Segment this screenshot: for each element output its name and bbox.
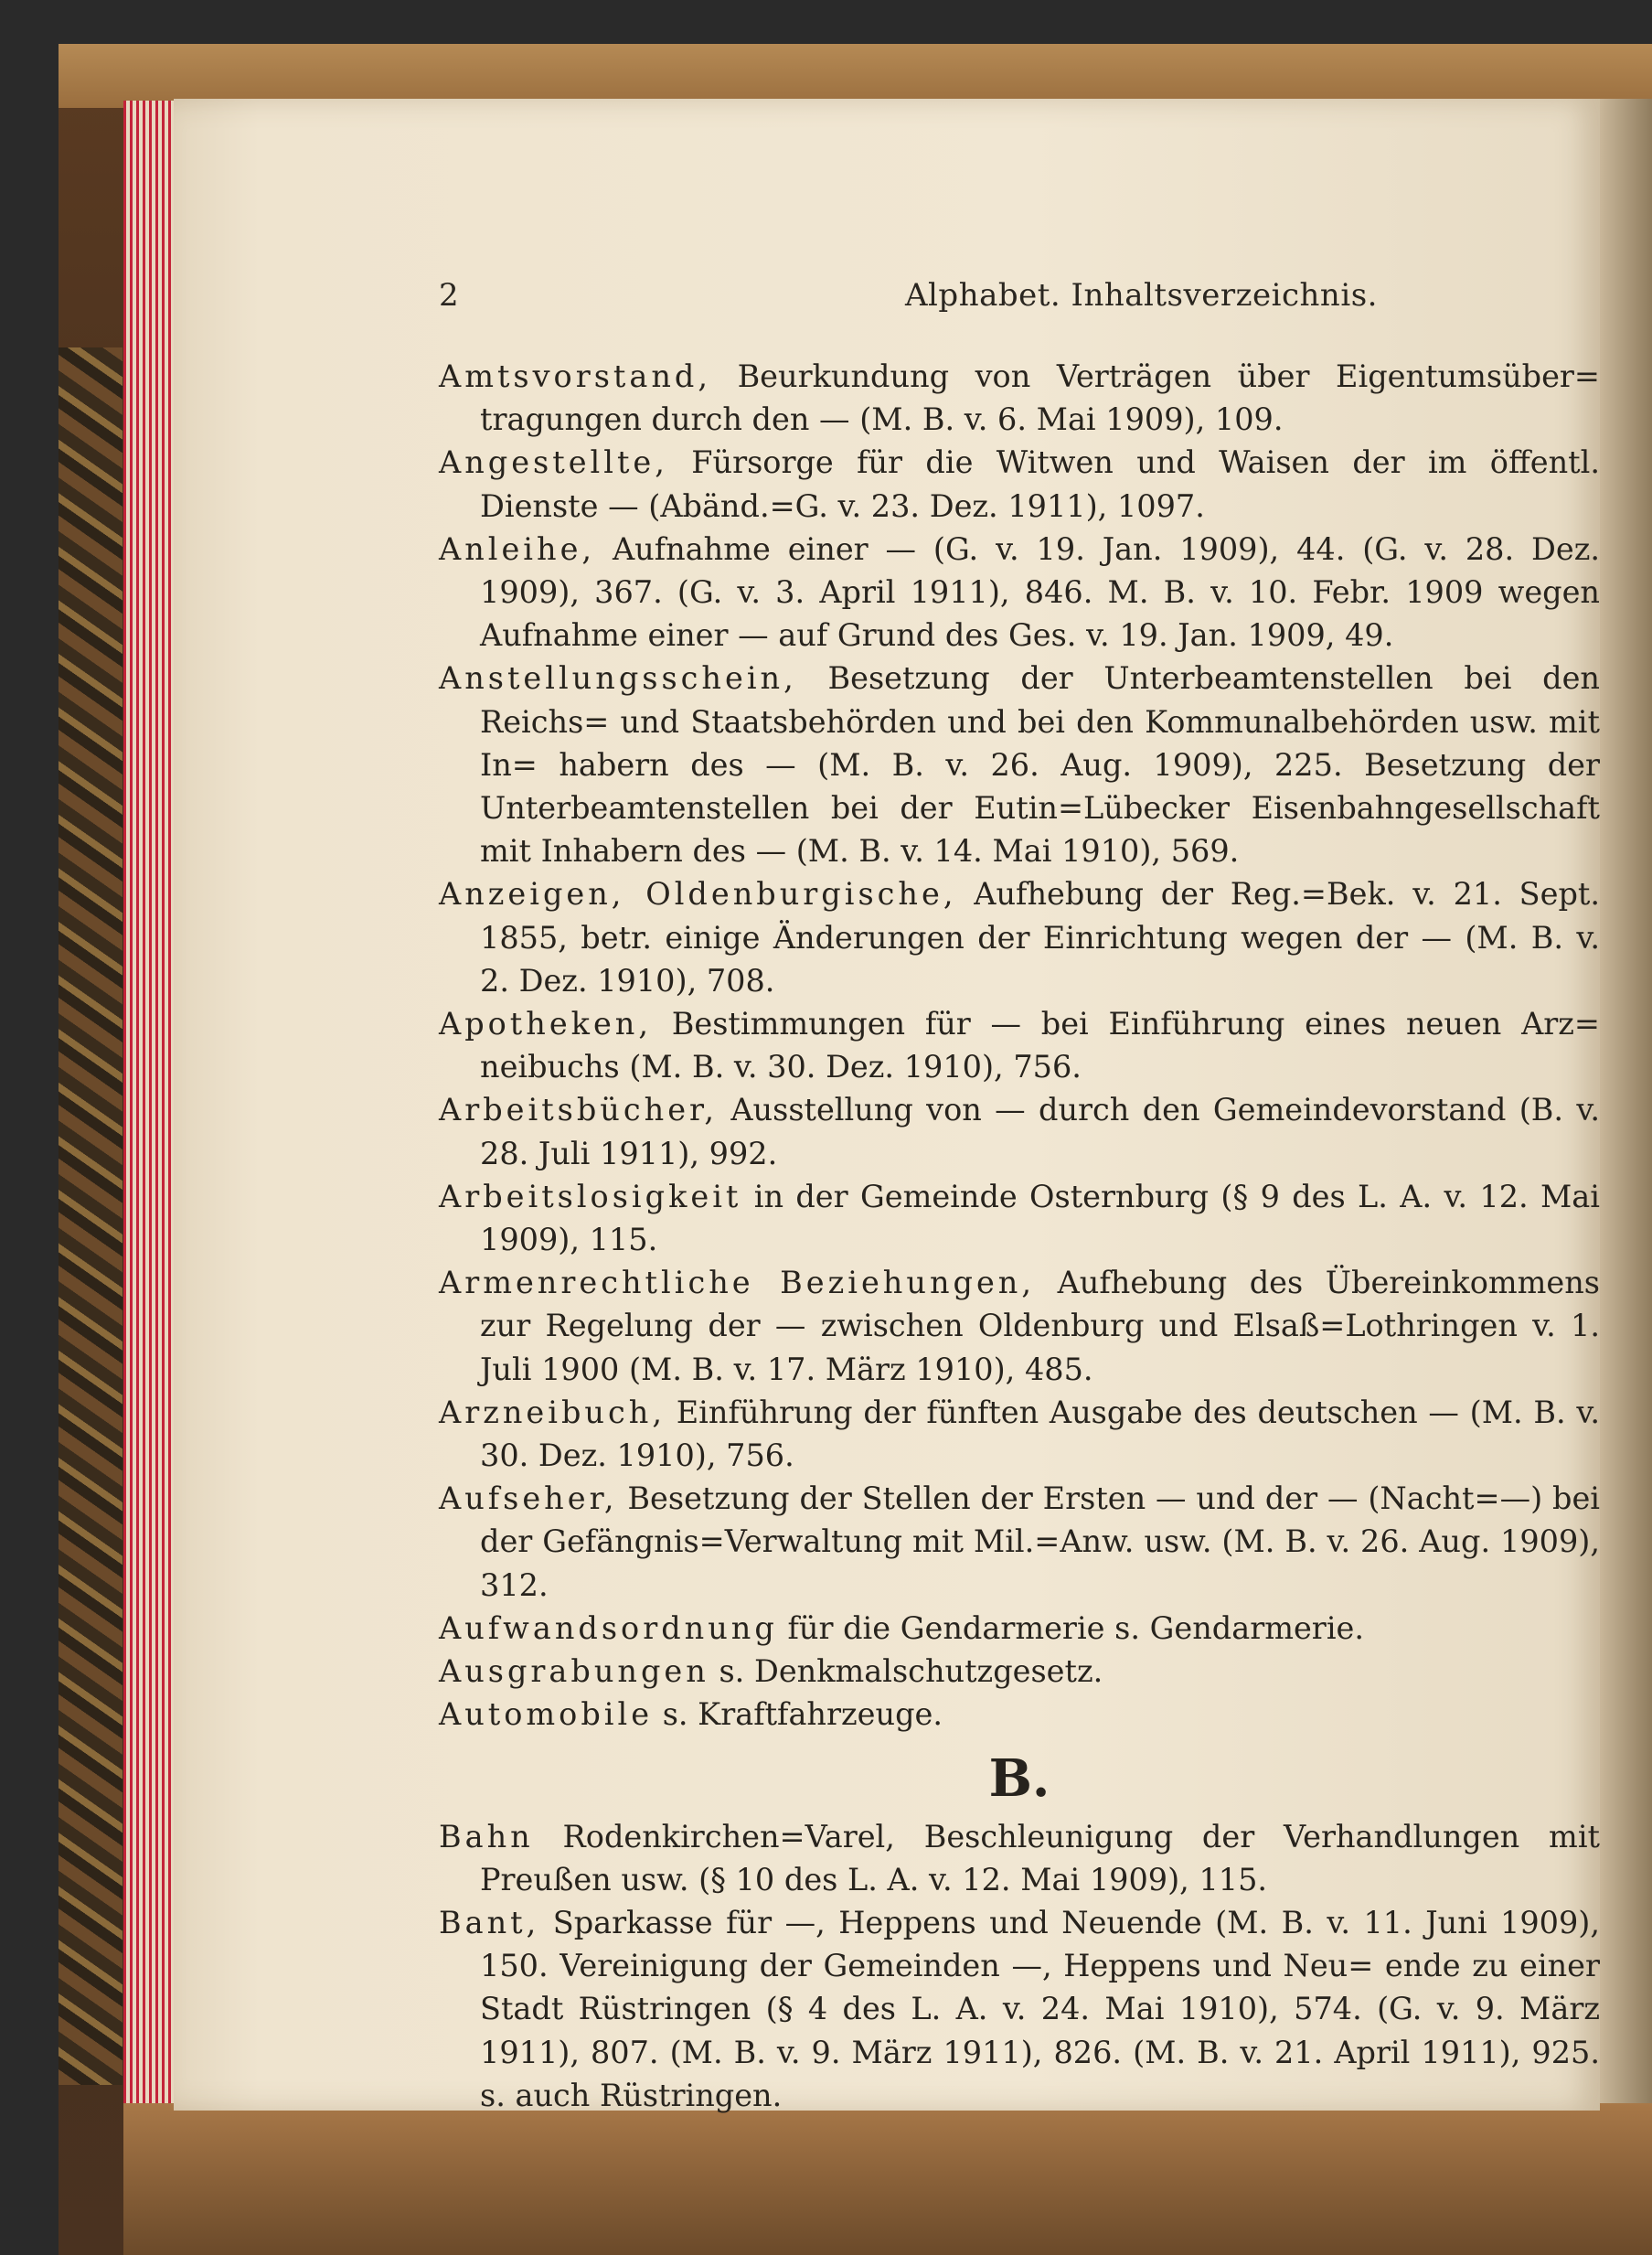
index-entry <box>439 1477 1600 1607</box>
entry-keyword: Aufwandsordnung <box>439 1609 778 1646</box>
index-entry <box>439 1261 1600 1391</box>
entry-keyword: Anstellungsschein, <box>439 660 797 697</box>
index-entry <box>439 441 1600 527</box>
page-number: 2 <box>439 277 459 314</box>
entry-keyword: Ausgrabungen <box>439 1653 709 1690</box>
index-entries <box>439 355 1600 2117</box>
book-page <box>174 99 1600 2111</box>
entry-text: Sparkasse für —, Heppens und Neuende (M. B. v. 11. Juni 1909), 150. Vereinigung der Gemeinden —, Heppens und Neu= ende zu einer Stadt Rüstringen (§ 4 des L. A. v. 24. Mai 1910), 574. (G. v. 9. März 1911), 807. (M. B. v. 9. März 1911), 826. (M. B. v. 21. April 1911), 925. s. auch Rüstringen. <box>480 1904 1600 2113</box>
index-entry <box>439 528 1600 657</box>
index-entry <box>439 1901 1600 2117</box>
entry-keyword: Automobile <box>439 1696 654 1733</box>
entry-keyword: Arbeitslosigkeit <box>439 1178 742 1214</box>
entry-text: Bestimmungen für — bei Einführung eines neuen Arz= neibuchs (M. B. v. 30. Dez. 1910), 756. <box>480 1006 1600 1085</box>
entry-keyword: Bahn <box>439 1818 534 1854</box>
index-entry <box>439 1607 1600 1650</box>
index-entry <box>439 657 1600 872</box>
entry-text: Beurkundung von Verträgen über Eigentumsüber= tragungen durch den — (M. B. v. 6. Mai 1909), 109. <box>480 358 1600 438</box>
entry-keyword: Amtsvorstand, <box>439 358 712 394</box>
entry-keyword: Anzeigen, Oldenburgische, <box>439 876 957 913</box>
entry-text: Aufnahme einer — (G. v. 19. Jan. 1909), 44. (G. v. 28. Dez. 1909), 367. (G. v. 3. April 1911), 846. M. B. v. 10. Febr. 1909 wegen Aufnahme einer — auf Grund des Ges. v. 19. Jan. 1909, 49. <box>480 530 1600 654</box>
entry-text: Besetzung der Unterbeamtenstellen bei den Reichs= und Staatsbehörden und bei den Kommunalbehörden usw. mit In= habern des — (M. B. v. 26. Aug. 1909), 225. Besetzung der Unterbeamtenstellen bei der Eutin=Lübecker Eisenbahngesellschaft mit Inhabern des — (M. B. v. 14. Mai 1910), 569. <box>480 660 1600 870</box>
index-entry <box>439 355 1600 441</box>
entry-keyword: Apotheken, <box>439 1006 653 1042</box>
index-entry <box>439 1650 1600 1693</box>
section-letter: B. <box>988 1747 1050 1809</box>
entry-keyword: Bant, <box>439 1904 540 1940</box>
leather-cover-bottom <box>123 2103 1652 2255</box>
index-entry <box>439 872 1600 1002</box>
index-entry <box>439 1088 1600 1174</box>
index-entry <box>439 1693 1600 1736</box>
page-header <box>174 277 1600 323</box>
marbled-cover-edge <box>59 347 123 2085</box>
entry-text: s. Kraftfahrzeuge. <box>653 1696 943 1733</box>
entry-text: Einführung der fünften Ausgabe des deutschen — (M. B. v. 30. Dez. 1910), 756. <box>480 1394 1600 1474</box>
entry-text: Aufhebung des Übereinkommens zur Regelung der — zwischen Oldenburg und Elsaß=Lothringen v. 1. Juli 1900 (M. B. v. 17. März 1910), 485. <box>480 1265 1600 1387</box>
entry-text: Besetzung der Stellen der Ersten — und der — (Nacht=—) bei der Gefängnis=Verwaltung mit Mil.=Anw. usw. (M. B. v. 26. Aug. 1909), 312. <box>480 1480 1600 1603</box>
index-entry <box>439 1815 1600 1901</box>
entry-keyword: Angestellte, <box>439 444 668 481</box>
facing-page-edge <box>1600 99 1652 2111</box>
entry-keyword: Aufseher, <box>439 1480 618 1517</box>
entry-keyword: Anleihe, <box>439 530 596 567</box>
entry-text: Fürsorge für die Witwen und Waisen der im öffentl. Dienste — (Abänd.=G. v. 23. Dez. 1911), 1097. <box>480 444 1600 524</box>
index-entry <box>439 1175 1600 1261</box>
entry-keyword: Armenrechtliche Beziehungen, <box>439 1265 1036 1301</box>
entry-text: Ausstellung von — durch den Gemeindevorstand (B. v. 28. Juli 1911), 992. <box>480 1092 1600 1171</box>
entry-text: für die Gendarmerie s. Gendarmerie. <box>777 1609 1365 1646</box>
red-page-edges <box>123 101 178 2103</box>
entry-text: Rodenkirchen=Varel, Beschleunigung der Verhandlungen mit Preußen usw. (§ 10 des L. A. v. 12. Mai 1909), 115. <box>480 1818 1600 1897</box>
index-entry <box>439 1002 1600 1088</box>
entry-text: Aufhebung der Reg.=Bek. v. 21. Sept. 1855, betr. einige Änderungen der Einrichtung wegen der — (M. B. v. 2. Dez. 1910), 708. <box>480 876 1600 999</box>
running-title: Alphabet. Inhaltsverzeichnis. <box>905 277 1378 314</box>
entry-text: s. Denkmalschutzgesetz. <box>709 1653 1103 1690</box>
index-entry <box>439 1391 1600 1477</box>
entry-keyword: Arzneibuch, <box>439 1394 666 1430</box>
entry-keyword: Arbeitsbücher, <box>439 1092 719 1128</box>
entry-text: in der Gemeinde Osternburg (§ 9 des L. A. v. 12. Mai 1909), 115. <box>480 1178 1600 1258</box>
